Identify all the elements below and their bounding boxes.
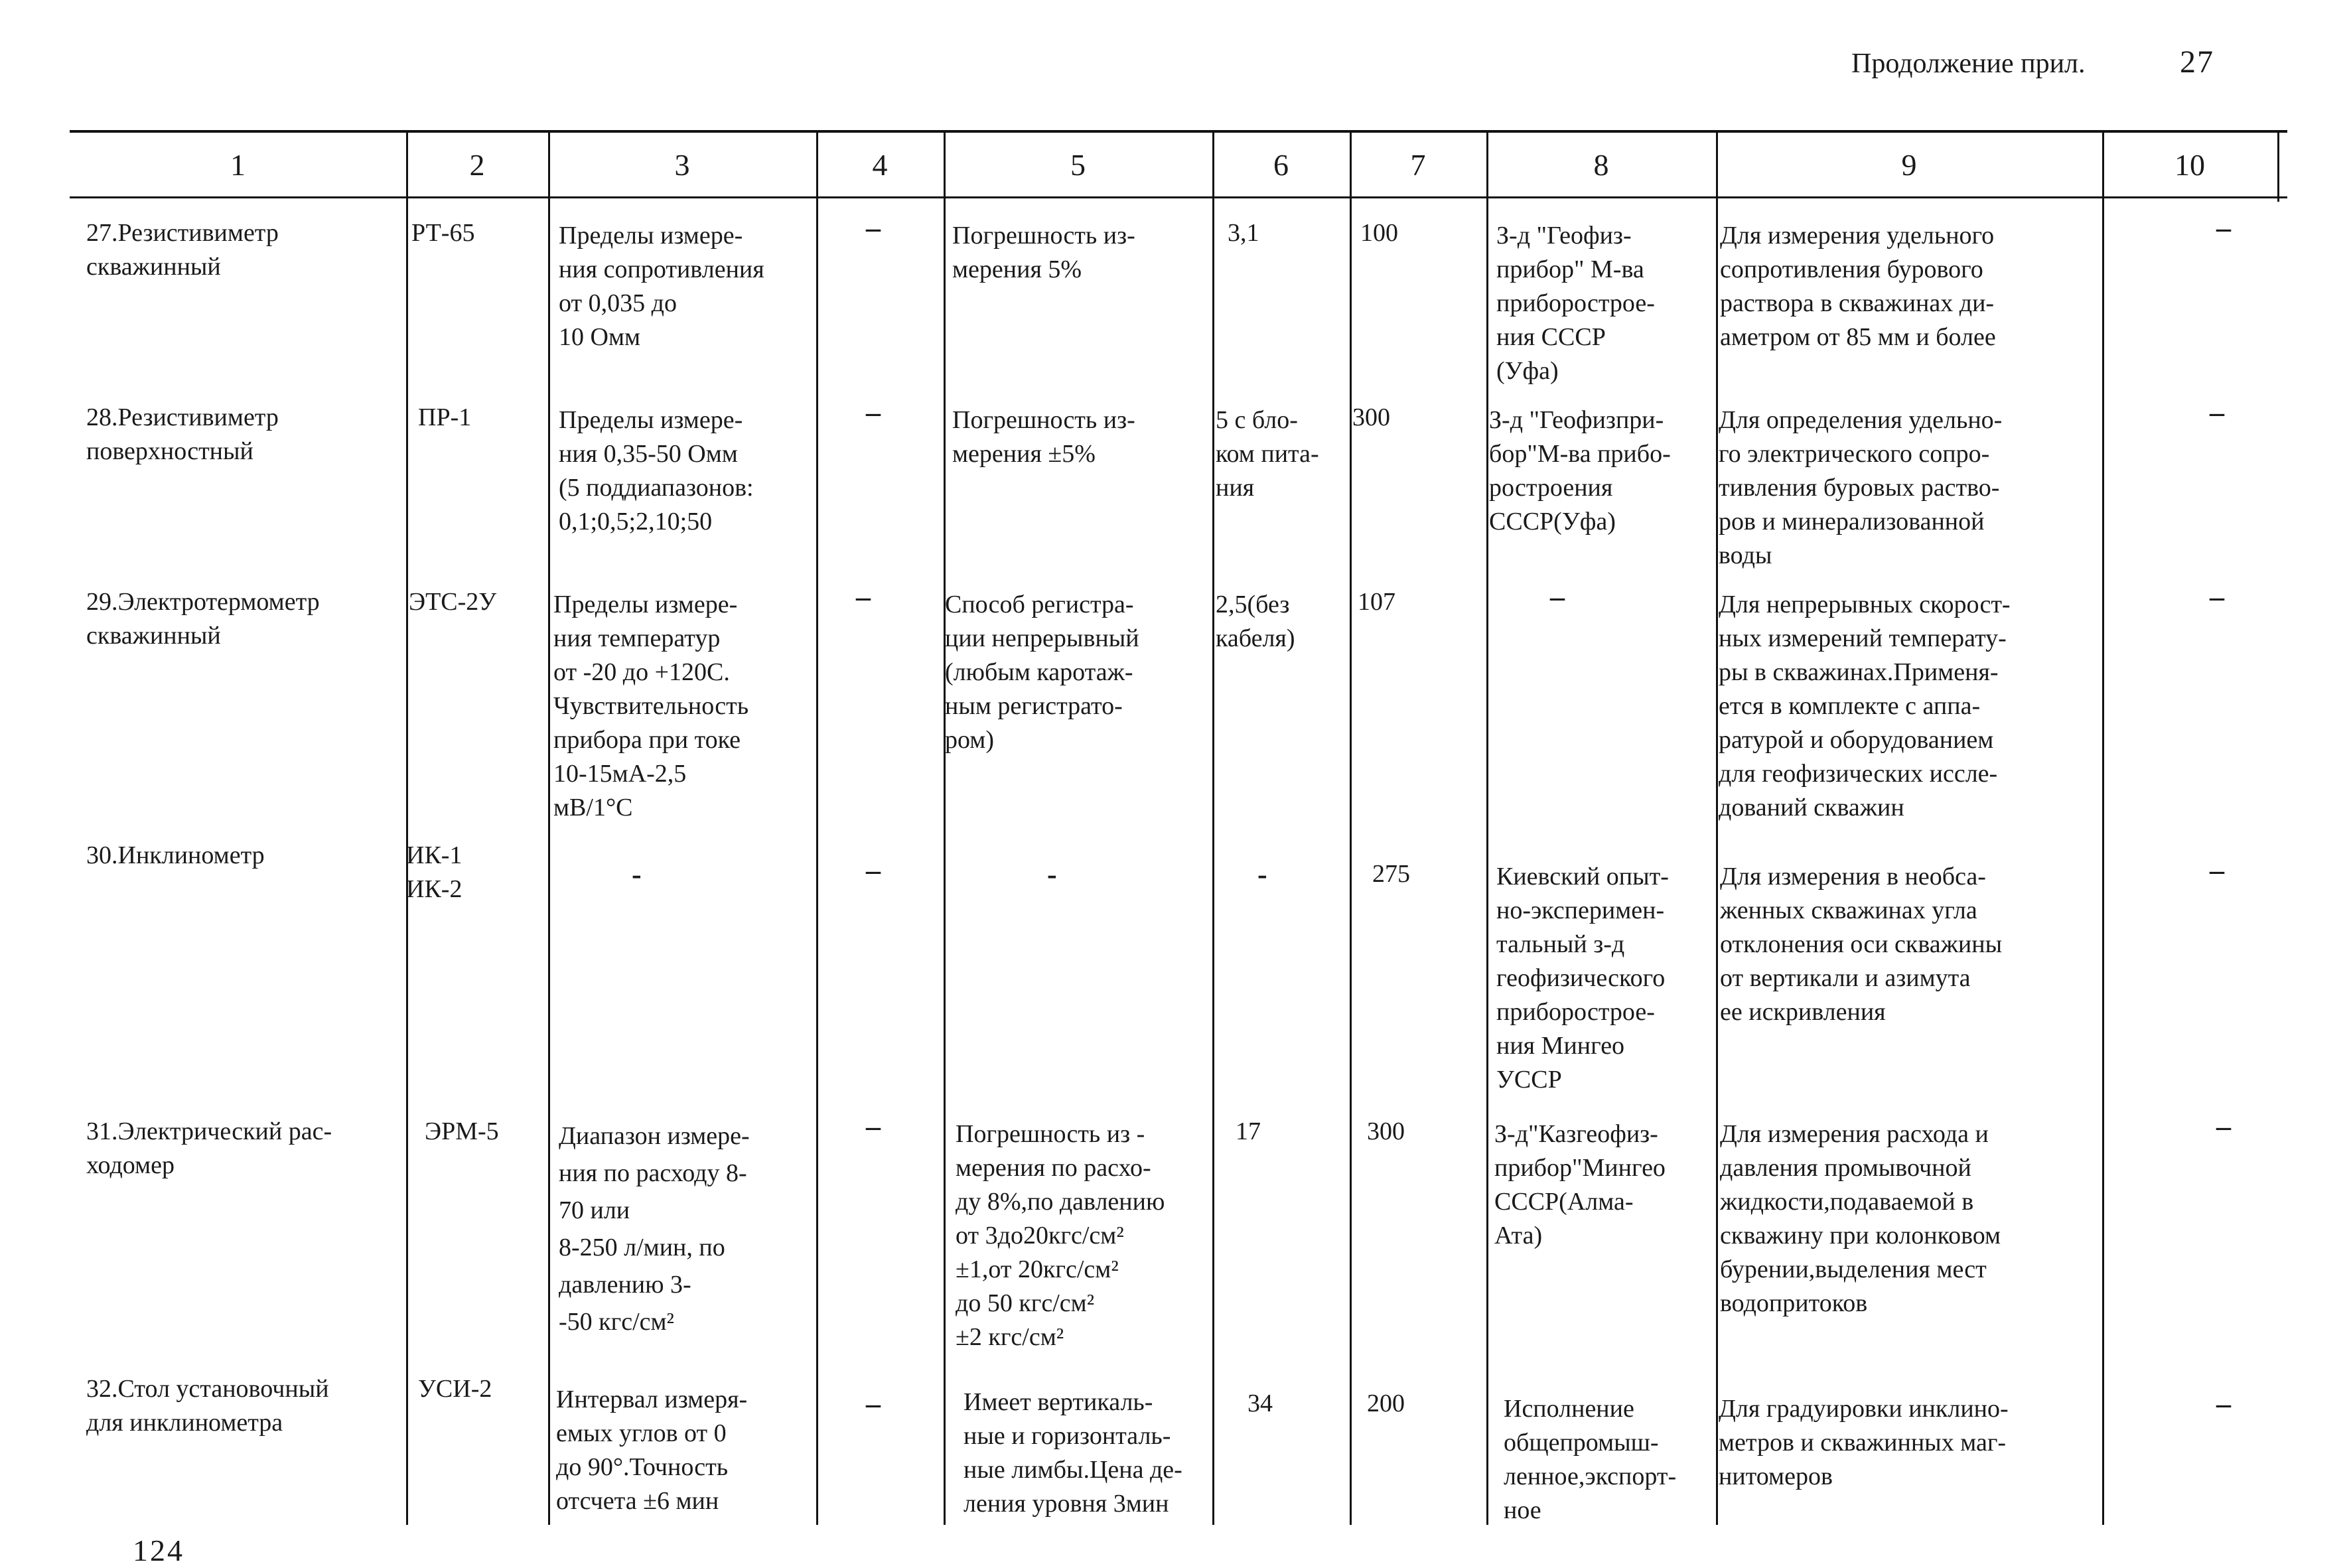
accuracy-cell: Погрешность из - мерения по расхо- ду 8%,по давлению от 3до20кгс/см² ±1,от 20кгс/см² до 50 кгс/см² ±2 кгс/см² [956, 1120, 1165, 1351]
price-cell: 300 [1367, 1117, 1405, 1145]
specs-cell: Пределы измере- ния 0,35-50 Омм (5 поддиапазонов: 0,1;0,5;2,10;50 [559, 406, 754, 535]
price-cell: 300 [1352, 403, 1390, 431]
device-type-cell: УСИ-2 [418, 1375, 492, 1403]
mass-cell: 3,1 [1228, 219, 1259, 247]
column4-cell: – [866, 1110, 881, 1143]
device-name-cell: 30.Инклинометр [86, 841, 265, 869]
column4-cell: – [866, 854, 881, 887]
page-number-bottom: 124 [133, 1533, 184, 1567]
device-type-cell: ПР-1 [418, 403, 472, 431]
specs-cell: Пределы измере- ния сопротивления от 0,035 до 10 Омм [559, 222, 764, 351]
manufacturer-cell: З-д"Казгеофиз- прибор"Мингео СССР(Алма- Ата) [1494, 1120, 1666, 1249]
device-name-cell: 29.Электротермометр скважинный [86, 588, 320, 650]
device-type-cell: ЭРМ-5 [425, 1117, 499, 1145]
column10-cell: – [2216, 1110, 2231, 1143]
table-header-rule [70, 196, 2287, 198]
column4-cell: – [856, 581, 871, 613]
column10-cell: – [2210, 396, 2224, 429]
purpose-cell: Для определения удельно- го электрического сопро- тивления буровых раство- ров и минерализованной воды [1719, 406, 2003, 569]
purpose-cell: Для непрерывных скорост- ных измерений температу- ры в скважинах.Применя- ется в комплекте с аппа- ратурой и оборудованием для геофизических иссле- дований скважин [1719, 591, 2011, 821]
mass-cell: 5 с бло- ком пита- ния [1216, 406, 1319, 502]
mass-cell: 17 [1236, 1117, 1261, 1145]
device-type-cell: ИК-1 ИК-2 [406, 841, 463, 903]
manufacturer-cell: – [1550, 581, 1565, 613]
accuracy-cell: Погрешность из- мерения ±5% [952, 406, 1135, 468]
column-divider [548, 131, 550, 1525]
column10-cell: – [2210, 581, 2224, 613]
column10-cell: – [2216, 212, 2231, 244]
column-header: 7 [1410, 148, 1426, 182]
manufacturer-cell: З-д "Геофиз- прибор" М-ва приборострое- ния СССР (Уфа) [1496, 222, 1655, 385]
purpose-cell: Для градуировки инклино- метров и скважинных маг- нитомеров [1719, 1395, 2009, 1490]
column-header: 8 [1593, 148, 1609, 182]
purpose-cell: Для измерения удельного сопротивления бурового раствора в скважинах ди- аметром от 85 мм и более [1720, 222, 1996, 351]
specs-cell: - [632, 858, 642, 891]
column-header: 4 [872, 148, 888, 182]
device-name-cell: 28.Резистивиметр поверхностный [86, 403, 279, 465]
purpose-cell: Для измерения в необса- женных скважинах угла отклонения оси скважины от вертикали и азимута ее искривления [1720, 863, 2003, 1026]
column-divider [944, 131, 946, 1525]
manufacturer-cell: З-д "Геофизпри- бор"М-ва прибо- ростроения СССР(Уфа) [1489, 406, 1671, 535]
column-divider [2277, 131, 2279, 202]
accuracy-cell: Погрешность из- мерения 5% [952, 222, 1135, 283]
column-divider [1716, 131, 1718, 1525]
price-cell: 200 [1367, 1390, 1405, 1417]
device-type-cell: РТ-65 [411, 219, 475, 247]
mass-cell: - [1257, 858, 1267, 891]
manufacturer-cell: Исполнение общепромыш- ленное,экспорт- ное [1504, 1395, 1677, 1524]
device-name-cell: 32.Стол установочный для инклинометра [86, 1375, 329, 1437]
accuracy-cell: Способ регистра- ции непрерывный (любым каротаж- ным регистрато- ром) [945, 591, 1139, 754]
price-cell: 275 [1372, 860, 1410, 888]
column4-cell: – [866, 1388, 881, 1420]
continuation-label: Продолжение прил. [1851, 48, 2086, 79]
column-divider [1212, 131, 1214, 1525]
mass-cell: 2,5(без кабеля) [1216, 591, 1295, 652]
accuracy-cell: Имеет вертикаль- ные и горизонталь- ные лимбы.Цена де- ления уровня 3мин [963, 1388, 1182, 1518]
column-divider [1486, 131, 1488, 1525]
column-header: 5 [1070, 148, 1086, 182]
column-divider [2102, 131, 2104, 1525]
price-cell: 100 [1360, 219, 1398, 247]
column-header: 3 [674, 148, 690, 182]
column-header: 6 [1273, 148, 1289, 182]
column-divider [816, 131, 818, 1525]
purpose-cell: Для измерения расхода и давления промывочной жидкости,подаваемой в скважину при колонковом бурении,выделения мест водопритоков [1720, 1120, 2001, 1317]
column-header: 2 [469, 148, 485, 182]
mass-cell: 34 [1247, 1390, 1273, 1417]
table-top-rule [70, 130, 2287, 133]
page-number-top: 27 [2180, 44, 2214, 80]
column-divider [406, 131, 408, 1525]
column-divider [1350, 131, 1352, 1525]
column10-cell: – [2216, 1388, 2231, 1420]
column4-cell: – [866, 396, 881, 429]
device-name-cell: 31.Электрический рас- ходомер [86, 1117, 332, 1179]
price-cell: 107 [1358, 588, 1395, 616]
column-header: 9 [1901, 148, 1917, 182]
column-header: 10 [2174, 148, 2205, 182]
accuracy-cell: - [1047, 858, 1057, 891]
specs-cell: Пределы измере- ния температур от -20 до +120С. Чувствительность прибора при токе 10-15мА-2,5 мВ/1°С [553, 591, 749, 821]
specs-cell: Диапазон измере- ния по расходу 8- 70 или 8-250 л/мин, по давлению 3- -50 кгс/см² [559, 1122, 750, 1336]
specs-cell: Интервал измеря- емых углов от 0 до 90°.Точность отсчета ±6 мин [556, 1386, 748, 1515]
manufacturer-cell: Киевский опыт- но-эксперимен- тальный з-д геофизического приборострое- ния Мингео УССР [1496, 863, 1669, 1094]
device-type-cell: ЭТС-2У [409, 588, 497, 616]
column10-cell: – [2210, 854, 2224, 887]
column4-cell: – [866, 212, 881, 244]
column-header: 1 [230, 148, 246, 182]
device-name-cell: 27.Резистивиметр скважинный [86, 219, 279, 281]
